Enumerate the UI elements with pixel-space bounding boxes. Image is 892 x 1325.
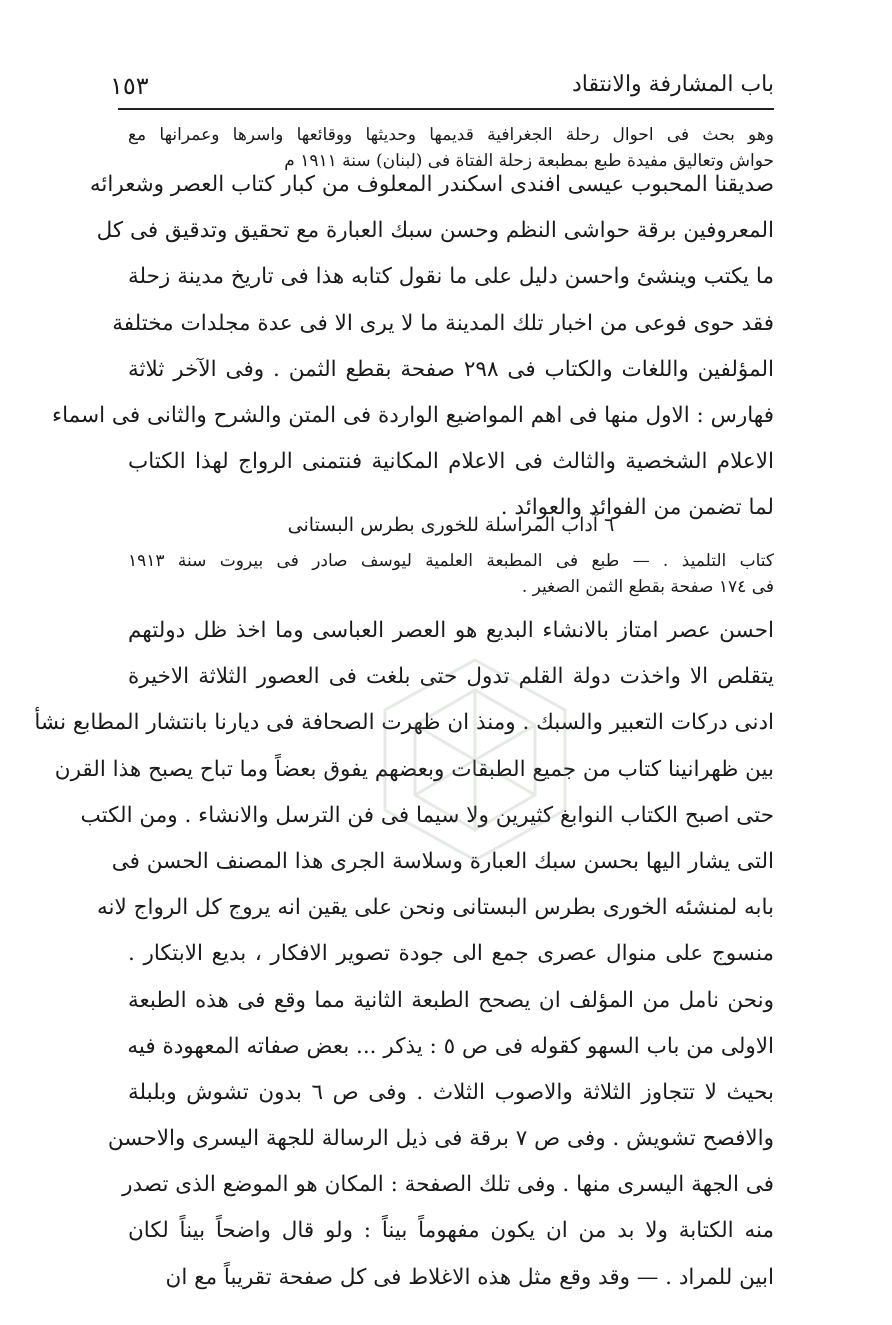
text-line: فى ١٧٤ صفحة بقطع الثمن الصغير . [521, 577, 774, 597]
text-line: الاولى من باب السهو كقوله فى ص ٥ : يذكر ... بعض صفاته المعهودة فيه [127, 1033, 774, 1059]
text-line: ونحن نامل من المؤلف ان يصحح الطبعة الثانية مما وقع فى هذه الطبعة [128, 987, 774, 1013]
text-line: منه الكتابة ولا بد من ان يكون مفهوماً بيناً : ولو قال واضحاً بيناً لكان [128, 1218, 774, 1244]
text-line: منسوج على منوال عصرى جمع الى جودة تصوير الافكار ، بديع الابتكار . [128, 941, 774, 967]
text-line: فهارس : الاول منها فى اهم المواضيع الواردة فى المتن والشرح والثانى فى اسماء [52, 402, 774, 428]
text-line: المعروفين برقة حواشى النظم وحسن سبك العبارة مع تحقيق وتدقيق فى كل [96, 218, 774, 244]
text-line: لما تضمن من الفوائد والعوائد . [500, 495, 774, 521]
text-line: المؤلفين واللغات والكتاب فى ٢٩٨ صفحة بقطع الثمن . وفى الآخر ثلاثة [128, 356, 774, 382]
text-line: التى يشار اليها بحسن سبك العبارة وسلاسة الجرى هذا المصنف الحسن فى [111, 848, 774, 874]
page-number: ١٥٣ [110, 72, 149, 100]
text-line: بحيث لا تتجاوز الثلاثة والاصوب الثلاث . وفى ص ٦ بدون تشوش وبلبلة [128, 1079, 775, 1105]
text-line: يتقلص الا واخذت دولة القلم تدول حتى بلغت فى العصور الثلاثة الاخيرة [128, 664, 774, 690]
text-line: كتاب التلميذ . — طبع فى المطبعة العلمية ليوسف صادر فى بيروت سنة ١٩١٣ [128, 551, 774, 571]
text-line: صديقنا المحبوب عيسى افندى اسكندر المعلوف من كبار كتاب العصر وشعرائه [89, 172, 774, 197]
text-line: احسن عصر امتاز بالانشاء البديع هو العصر العباسى وما اخذ ظل دولتهم [128, 618, 774, 643]
text-line: والافصح تشويش . وفى ص ٧ برقة فى ذيل الرسالة للجهة اليسرى والاحسن [107, 1126, 774, 1152]
text-line: بين ظهرانينا كتاب من جميع الطبقات وبعضهم يفوق بعضاً وما تباح يصبح هذا القرن [54, 756, 774, 782]
text-line: ابين للمراد . — وقد وقع مثل هذه الاغلاط فى كل صفحة تقريباً مع ان [165, 1264, 774, 1290]
text-line: فقد حوى فوعى من اخبار تلك المدينة ما لا يرى الا فى عدة مجلدات مختلفة [112, 310, 774, 336]
section-heading: ٦ آداب المراسلة للخورى بطرس البستانى [287, 514, 615, 536]
header-rule [118, 108, 774, 110]
running-title: باب المشارفة والانتقاد [572, 72, 774, 97]
text-line: الاعلام الشخصية والثالث فى الاعلام المكانية فنتمنى الرواج لهذا الكتاب [128, 449, 774, 475]
review-paragraph-2 [34, 608, 775, 1301]
text-line: بابه لمنشئه الخورى بطرس البستانى ونحن على يقين انه يروج كل الرواج لانه [97, 895, 774, 921]
text-line: فى الجهة اليسرى منها . وفى تلك الصفحة : المكان هو الموضع الذى تصدر [122, 1172, 774, 1198]
text-line: حواش وتعاليق مفيدة طبع بمطبعة زحلة الفتاة فى (لبنان) سنة ١٩١١ م [284, 151, 774, 171]
page-header [110, 70, 774, 106]
text-line: وهو بحث فى احوال رحلة الجغرافية قديمها وحديثها ووقائعها واسرها وعمرانها مع [128, 125, 774, 145]
text-line: حتى اصبح الكتاب النوابغ كثيرين ولا سيما فى فن الترسل والانشاء . ومن الكتب [80, 802, 774, 828]
text-line: ما يكتب وينشئ واحسن دليل على ما نقول كتابه هذا فى تاريخ مدينة زحلة [128, 264, 774, 290]
book-info [128, 548, 774, 600]
review-paragraph-1 [52, 162, 774, 532]
text-line: ادنى دركات التعبير والسبك . ومنذ ان ظهرت الصحافة فى ديارنا بانتشار المطابع نشأ [34, 710, 774, 736]
